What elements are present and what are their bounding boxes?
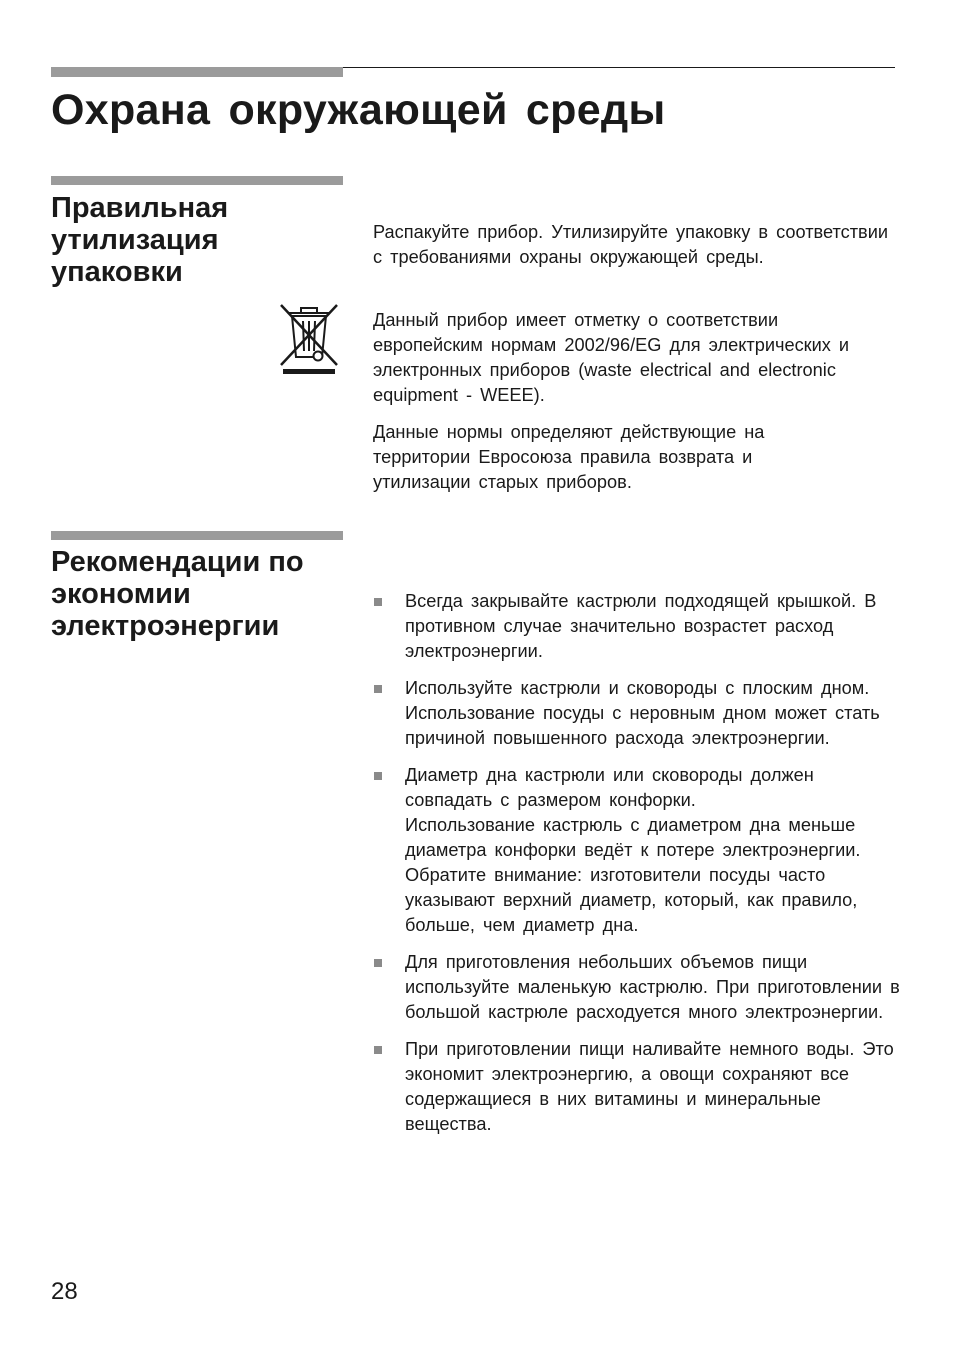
bullet-square-icon — [374, 685, 382, 693]
bullet-square-icon — [374, 1046, 382, 1054]
section-divider-packaging — [51, 176, 343, 185]
weee-crossed-bin-icon — [277, 301, 341, 375]
list-item-text: Используйте кастрюли и сковороды с плоским дном. Использование посуды с неровным дном может стать причиной повышенного расхода электроэнергии. — [405, 678, 880, 748]
packaging-paragraph-1: Распакуйте прибор. Утилизируйте упаковку в соответствии с требованиями охраны окружающей среды. — [373, 222, 889, 267]
section-heading-packaging: Правильная утилизация упаковки — [51, 192, 229, 288]
page-title: Охрана окружающей среды — [51, 86, 666, 134]
list-item — [373, 950, 908, 1025]
bullet-square-icon — [374, 598, 382, 606]
title-rule-thick — [51, 67, 343, 77]
list-item — [373, 589, 908, 664]
energy-tips-list — [373, 589, 908, 1149]
packaging-paragraph-3: Данные нормы определяют действующие на территории Евросоюза правила возврата и утилизации старых приборов. — [373, 422, 765, 492]
packaging-paragraph-2: Данный прибор имеет отметку о соответствии европейским нормам 2002/96/EG для электрических и электронных приборов (waste electrical and electronic equipment - WEEE). — [373, 310, 850, 405]
list-item-text: Диаметр дна кастрюли или сковороды должен совпадать с размером конфорки. Использование кастрюль с диаметром дна меньше диаметра конфорки ведёт к потере электроэнергии. Обратите внимание: изготовители посуды часто указывают верхний диаметр, который, как правило, больше, чем диаметр дна. — [405, 765, 861, 935]
bullet-square-icon — [374, 959, 382, 967]
title-rule-thin — [343, 67, 895, 68]
list-item — [373, 1037, 908, 1137]
section-divider-energy — [51, 531, 343, 540]
section-heading-energy: Рекомендации по экономии электроэнергии — [51, 546, 304, 642]
list-item — [373, 676, 908, 751]
list-item-text: При приготовлении пищи наливайте немного воды. Это экономит электроэнергию, а овощи сохраняют все содержащиеся в них витамины и минеральные вещества. — [405, 1039, 894, 1134]
list-item-text: Всегда закрывайте кастрюли подходящей крышкой. В противном случае значительно возрастет расход электроэнергии. — [405, 591, 877, 661]
list-item — [373, 763, 908, 938]
list-item-text: Для приготовления небольших объемов пищи используйте маленькую кастрюлю. При приготовлении в большой кастрюле расходуется много электроэнергии. — [405, 952, 900, 1022]
bullet-square-icon — [374, 772, 382, 780]
page-number: 28 — [51, 1278, 78, 1305]
